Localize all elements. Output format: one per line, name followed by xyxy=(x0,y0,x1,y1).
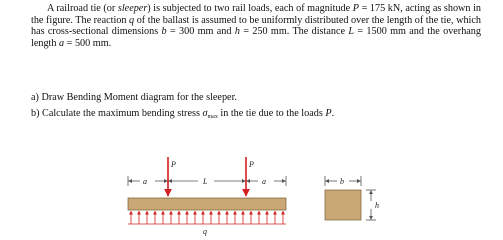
label-a-right: a xyxy=(262,177,266,186)
label-q: q xyxy=(203,227,207,236)
problem-statement: A railroad tie (or sleeper) is subjected to two rail loads, each of magnitude P = 175 kN, acting as shown in the figure. The reaction q of the ballast is assumed to be uniformly distributed over the length of the tie, which has cross-sectional dimensions b = 300 mm and h = 250 mm. The distance L = 1500 mm and the overhang length a = 500 mm. xyxy=(31,3,482,49)
cross-section xyxy=(325,190,361,220)
label-P-left: P xyxy=(171,160,176,169)
label-h: h xyxy=(375,201,379,210)
label-b: b xyxy=(340,177,344,186)
label-P-right: P xyxy=(249,160,254,169)
label-L: L xyxy=(203,177,208,186)
tie-beam xyxy=(128,198,286,210)
label-a-left: a xyxy=(143,177,147,186)
ballast-reaction xyxy=(131,211,283,224)
question-b: b) Calculate the maximum bending stress $\sigma_{max}$ in the tie due to the loads P. xyxy=(31,108,335,120)
question-a: a) Draw Bending Moment diagram for the sleeper. xyxy=(31,92,237,103)
